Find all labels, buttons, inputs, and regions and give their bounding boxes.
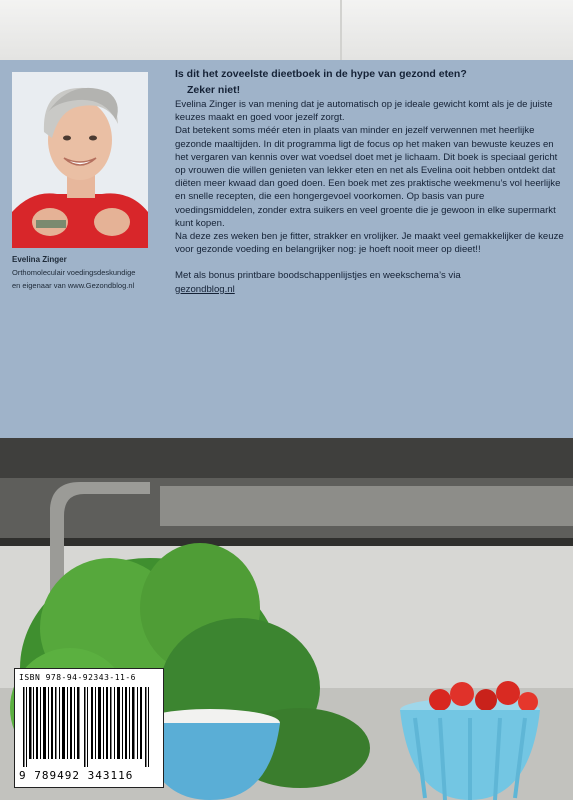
website-link[interactable]: gezondblog.nl xyxy=(175,283,235,295)
blurb-answer: Zeker niet! xyxy=(187,84,241,96)
barcode-box xyxy=(14,668,164,788)
spacer xyxy=(175,256,565,269)
blurb-paragraph-1: Evelina Zinger is van mening dat je automatisch op je ideale gewicht komt als je de juiste keuzes maakt en goed voor jezelf zorgt. xyxy=(175,99,553,124)
barcode-icon xyxy=(21,687,157,767)
author-title: Orthomoleculair voedingsdeskundige xyxy=(12,268,136,277)
blurb xyxy=(175,66,565,296)
top-wall xyxy=(0,0,573,60)
author-name: Evelina Zinger xyxy=(12,255,67,264)
barcode-number: 9 789492 343116 xyxy=(19,769,134,782)
author-subtitle: en eigenaar van www.Gezondblog.nl xyxy=(12,281,135,290)
blurb-paragraph-3: Na deze zes weken ben je fitter, strakker en vrolijker. Je maakt veel gemakkelijker de keuze voor gezonde voeding en belangrijker nog: je hoeft nooit meer op dieet!! xyxy=(175,231,564,256)
isbn-label: ISBN 978-94-92343-11-6 xyxy=(19,673,136,682)
author-portrait-image xyxy=(12,72,148,248)
blurb-paragraph-2: Dat betekent soms méér eten in plaats van minder en jezelf verwennen met heerlijke gezonde maaltijden. In dit programma ligt de focus op het maken van bewuste keuzes en het vergaren van kennis over wat voedsel doet met je lichaam. Dit boek is speciaal gericht op vrouwen die willen genieten van lekker eten en net als Evelina ooit hebben ontdekt dat diëten meer kwaad dan goed doen. Een boek met zes praktische weekmenu’s vol heerlijke en snelle recepten, die een hongergevoel voorkomen. Op basis van pure voedingsmiddelen, zonder extra suikers en veel groente die je gewoon in elke supermarkt kunt kopen. xyxy=(175,125,561,229)
author-photo xyxy=(12,72,148,248)
blurb-question: Is dit het zoveelste dieetboek in de hype van gezond eten? xyxy=(175,68,467,80)
author-caption xyxy=(12,266,162,292)
blurb-bonus: Met als bonus printbare boodschappenlijstjes en weekschema’s via xyxy=(175,270,461,282)
